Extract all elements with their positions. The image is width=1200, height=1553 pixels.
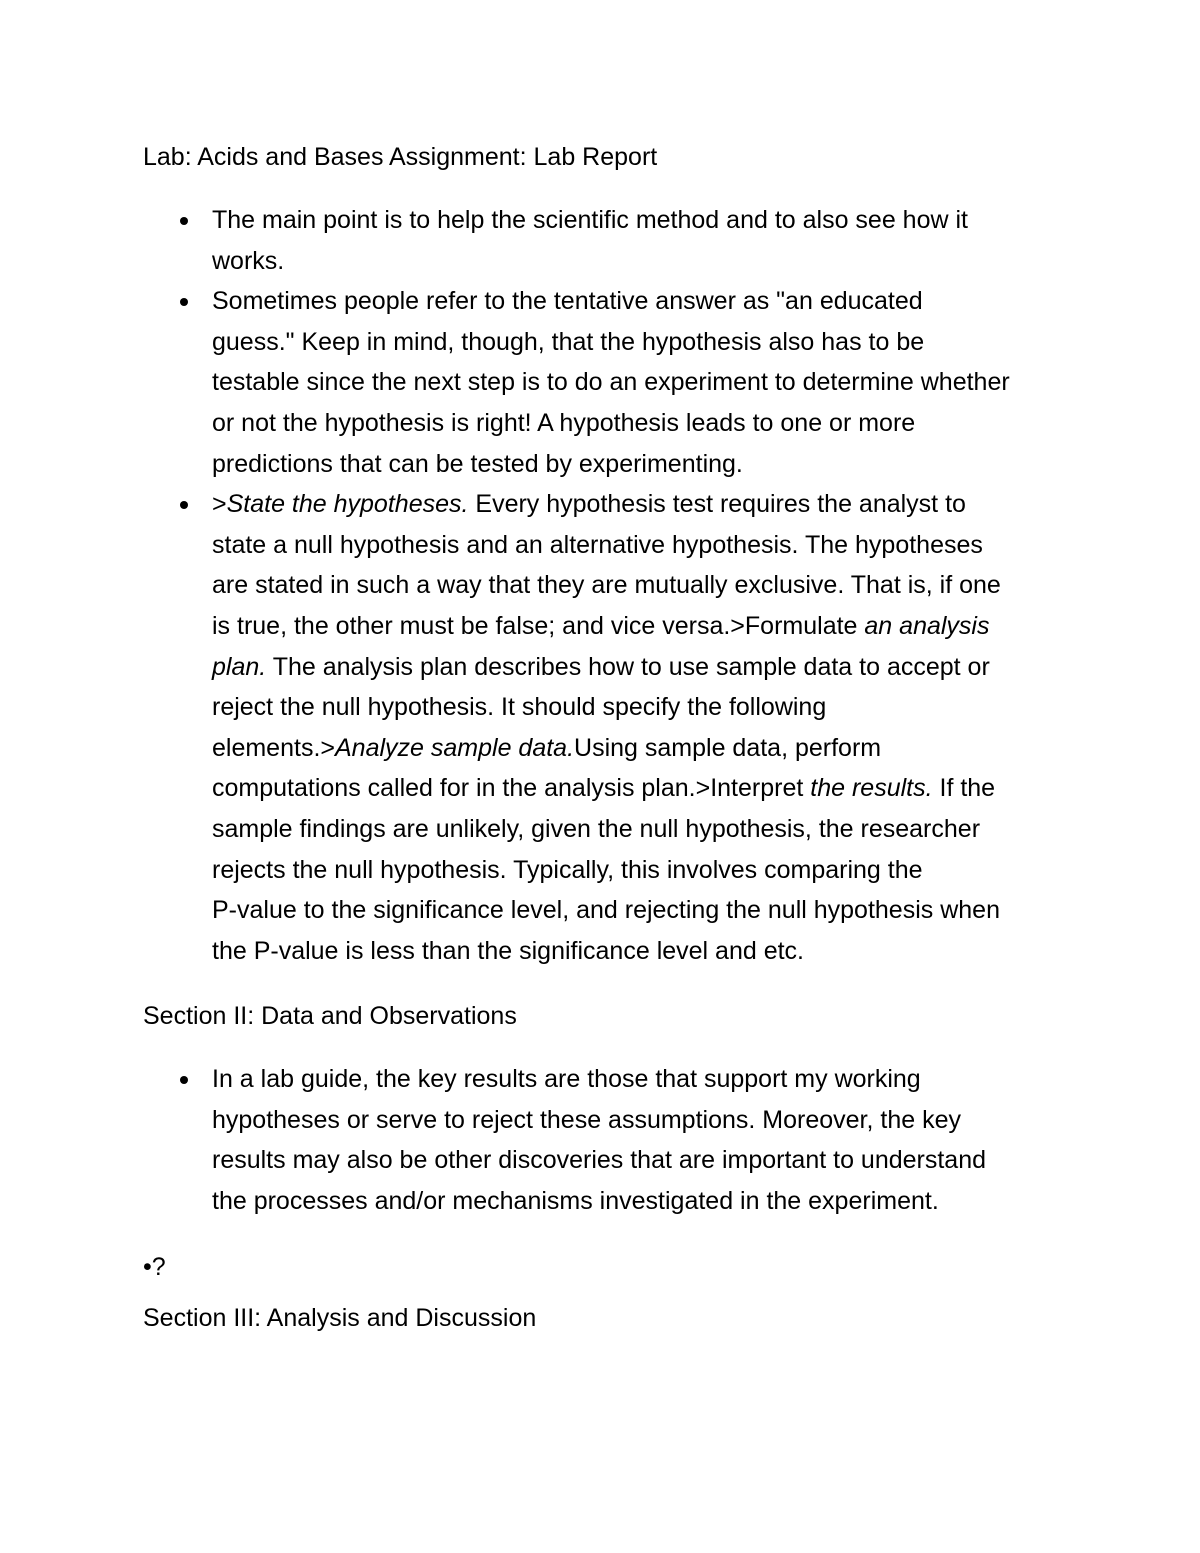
text-line bbox=[212, 728, 1082, 769]
text-run-italic: an analysis bbox=[864, 611, 990, 640]
text-line: testable since the next step is to do an experiment to determine whether bbox=[212, 368, 1010, 397]
bullet-icon bbox=[180, 217, 188, 225]
text-line: sample findings are unlikely, given the null hypothesis, the researcher bbox=[212, 814, 981, 843]
bullet-icon bbox=[180, 1076, 188, 1084]
text-run-italic: State the hypotheses. bbox=[226, 490, 469, 519]
section1-list bbox=[0, 200, 1200, 971]
text-line bbox=[212, 647, 1082, 688]
text-run: elements.> bbox=[212, 733, 335, 762]
bullet-icon bbox=[180, 501, 188, 509]
text-run: The analysis plan describes how to use sample data to accept or bbox=[266, 652, 990, 681]
text-line: Sometimes people refer to the tentative answer as "an educated bbox=[212, 287, 923, 316]
text-line: results may also be other discoveries that are important to understand bbox=[212, 1146, 987, 1175]
text-line: or not the hypothesis is right! A hypothesis leads to one or more bbox=[212, 408, 916, 437]
list-item bbox=[0, 1059, 1082, 1221]
text-run-italic: plan. bbox=[212, 652, 267, 681]
stray-mark: •? bbox=[143, 1253, 166, 1281]
text-line: P-value to the significance level, and rejecting the null hypothesis when bbox=[212, 896, 1000, 925]
text-line: hypotheses or serve to reject these assumptions. Moreover, the key bbox=[212, 1105, 961, 1134]
text-line: the P-value is less than the significance level and etc. bbox=[212, 936, 805, 965]
text-line: state a null hypothesis and an alternative hypothesis. The hypotheses bbox=[212, 530, 983, 559]
text-run: Using sample data, perform bbox=[574, 733, 882, 762]
text-run: > bbox=[212, 490, 227, 519]
text-line: predictions that can be tested by experimenting. bbox=[212, 449, 743, 478]
text-line: works. bbox=[212, 246, 285, 275]
text-line bbox=[212, 606, 1082, 647]
text-line: the processes and/or mechanisms investigated in the experiment. bbox=[212, 1186, 939, 1215]
text-run: computations called for in the analysis plan.>Interpret bbox=[212, 774, 811, 803]
section-heading: Section II: Data and Observations bbox=[143, 1002, 517, 1030]
text-line bbox=[212, 768, 1082, 809]
text-run: If the bbox=[932, 774, 996, 803]
text-line: rejects the null hypothesis. Typically, this involves comparing the bbox=[212, 855, 923, 884]
section-heading: Section III: Analysis and Discussion bbox=[143, 1304, 537, 1332]
document-title: Lab: Acids and Bases Assignment: Lab Report bbox=[143, 143, 658, 171]
list-item bbox=[0, 200, 1082, 281]
list-item bbox=[0, 484, 1082, 971]
text-line: are stated in such a way that they are mutually exclusive. That is, if one bbox=[212, 571, 1001, 600]
text-line: The main point is to help the scientific method and to also see how it bbox=[212, 206, 968, 234]
list-item bbox=[0, 281, 1082, 484]
text-run-italic: Analyze sample data. bbox=[335, 733, 575, 762]
text-line: reject the null hypothesis. It should specify the following bbox=[212, 693, 827, 722]
text-line bbox=[212, 484, 1082, 525]
text-line: guess." Keep in mind, though, that the hypothesis also has to be bbox=[212, 327, 925, 356]
bullet-icon bbox=[180, 298, 188, 306]
section2-list bbox=[0, 1059, 1200, 1221]
text-run: is true, the other must be false; and vice versa.>Formulate bbox=[212, 611, 865, 640]
text-run-italic: the results. bbox=[810, 774, 933, 803]
text-run: Every hypothesis test requires the analyst to bbox=[468, 490, 966, 519]
text-line: In a lab guide, the key results are those that support my working bbox=[212, 1065, 921, 1093]
